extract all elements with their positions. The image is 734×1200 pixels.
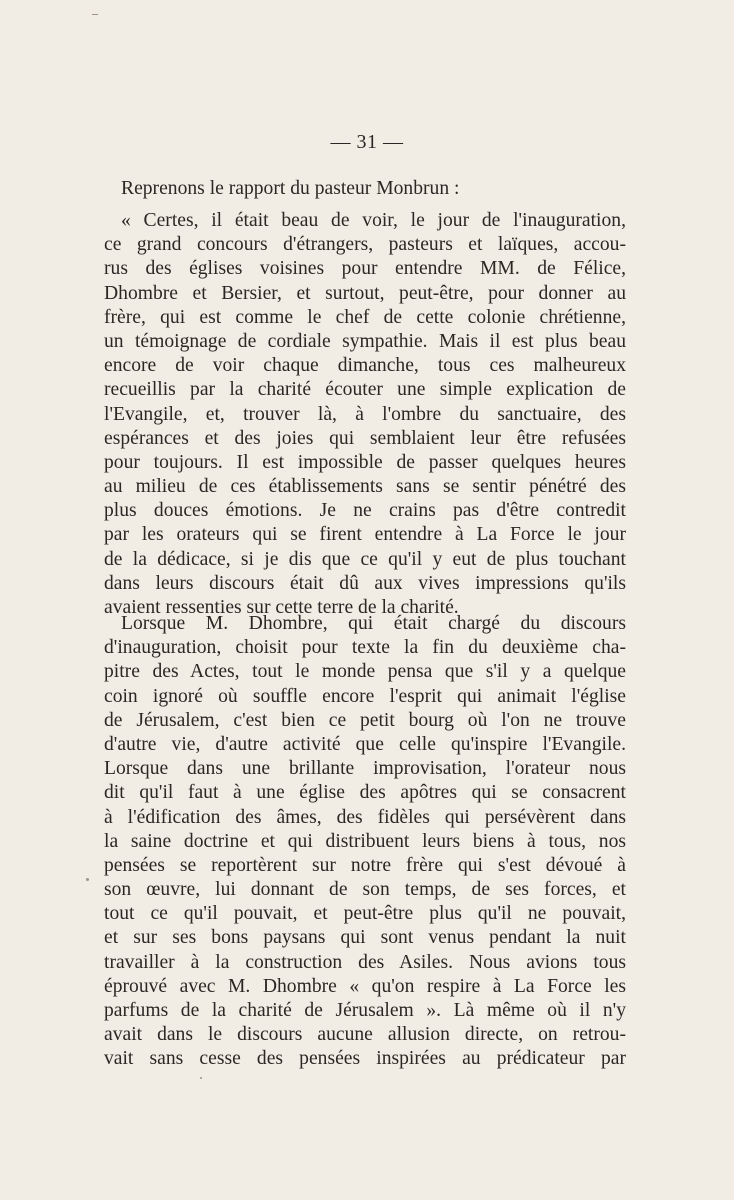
text-line: rus des églises voisines pour entendre MM. de Félice, xyxy=(104,258,626,280)
page-number: — 31 — xyxy=(330,131,404,153)
text-line: dans leurs discours était dû aux vives impressions qu'ils xyxy=(104,572,626,594)
paragraph xyxy=(104,209,626,620)
text-line: plus douces émotions. Je ne crains pas d'être contredit xyxy=(104,500,626,522)
text-line: la saine doctrine et qui distribuent leurs biens à tous, nos xyxy=(104,830,626,852)
text-line: avait dans le discours aucune allusion directe, on retrou- xyxy=(104,1024,626,1046)
paper-speck xyxy=(92,14,98,15)
text-line: pour toujours. Il est impossible de passer quelques heures xyxy=(104,451,626,473)
text-line: travailler à la construction des Asiles. Nous avions tous xyxy=(104,951,626,973)
text-line: « Certes, il était beau de voir, le jour de l'inauguration, xyxy=(121,210,626,231)
paper-speck xyxy=(200,1077,202,1079)
text-line: Dhombre et Bersier, et surtout, peut-être, pour donner au xyxy=(104,282,626,304)
text-line: dit qu'il faut à une église des apôtres qui se consacrent xyxy=(104,782,626,804)
text-line: vait sans cesse des pensées inspirées au prédicateur par xyxy=(104,1048,626,1070)
text-line: l'Evangile, et, trouver là, à l'ombre du sanctuaire, des xyxy=(104,403,626,425)
text-line: avaient ressenties sur cette terre de la charité. xyxy=(104,597,459,618)
text-line: un témoignage de cordiale sympathie. Mais il est plus beau xyxy=(104,330,626,352)
paragraph xyxy=(104,612,626,1072)
text-line: Lorsque dans une brillante improvisation, l'orateur nous xyxy=(104,758,626,780)
text-line: au milieu de ces établissements sans se sentir pénétré des xyxy=(104,476,626,498)
paragraph xyxy=(104,177,626,201)
text-line: par les orateurs qui se firent entendre à La Force le jour xyxy=(104,524,626,546)
text-line: de la dédicace, si je dis que ce qu'il y eut de plus touchant xyxy=(104,548,626,570)
text-line: à l'édification des âmes, des fidèles qui persévèrent dans xyxy=(104,806,626,828)
text-line: pensées se reportèrent sur notre frère qui s'est dévoué à xyxy=(104,854,626,876)
text-line: coin ignoré où souffle encore l'esprit qui animait l'église xyxy=(104,685,626,707)
text-line: et sur ses bons paysans qui sont venus pendant la nuit xyxy=(104,927,626,949)
text-line: frère, qui est comme le chef de cette colonie chrétienne, xyxy=(104,306,626,328)
text-line: pitre des Actes, tout le monde pensa que s'il y a quelque xyxy=(104,661,626,683)
text-line: d'autre vie, d'autre activité que celle qu'inspire l'Evangile. xyxy=(104,733,626,755)
paper-speck xyxy=(86,878,89,881)
text-line: d'inauguration, choisit pour texte la fin du deuxième cha- xyxy=(104,637,626,659)
text-line: son œuvre, lui donnant de son temps, de ses forces, et xyxy=(104,879,626,901)
text-line: éprouvé avec M. Dhombre « qu'on respire à La Force les xyxy=(104,975,626,997)
text-line: Reprenons le rapport du pasteur Monbrun : xyxy=(121,178,460,199)
text-line: ce grand concours d'étrangers, pasteurs et laïques, accou- xyxy=(104,234,626,256)
text-line: espérances et des joies qui semblaient leur être refusées xyxy=(104,427,626,449)
text-line: encore de voir chaque dimanche, tous ces malheureux xyxy=(104,355,626,377)
text-line: Lorsque M. Dhombre, qui était chargé du discours xyxy=(121,613,626,634)
text-line: recueillis par la charité écouter une simple explication de xyxy=(104,379,626,401)
text-line: tout ce qu'il pouvait, et peut-être plus qu'il ne pouvait, xyxy=(104,903,626,925)
text-line: de Jérusalem, c'est bien ce petit bourg où l'on ne trouve xyxy=(104,709,626,731)
text-line: parfums de la charité de Jérusalem ». Là même où il n'y xyxy=(104,1000,626,1021)
